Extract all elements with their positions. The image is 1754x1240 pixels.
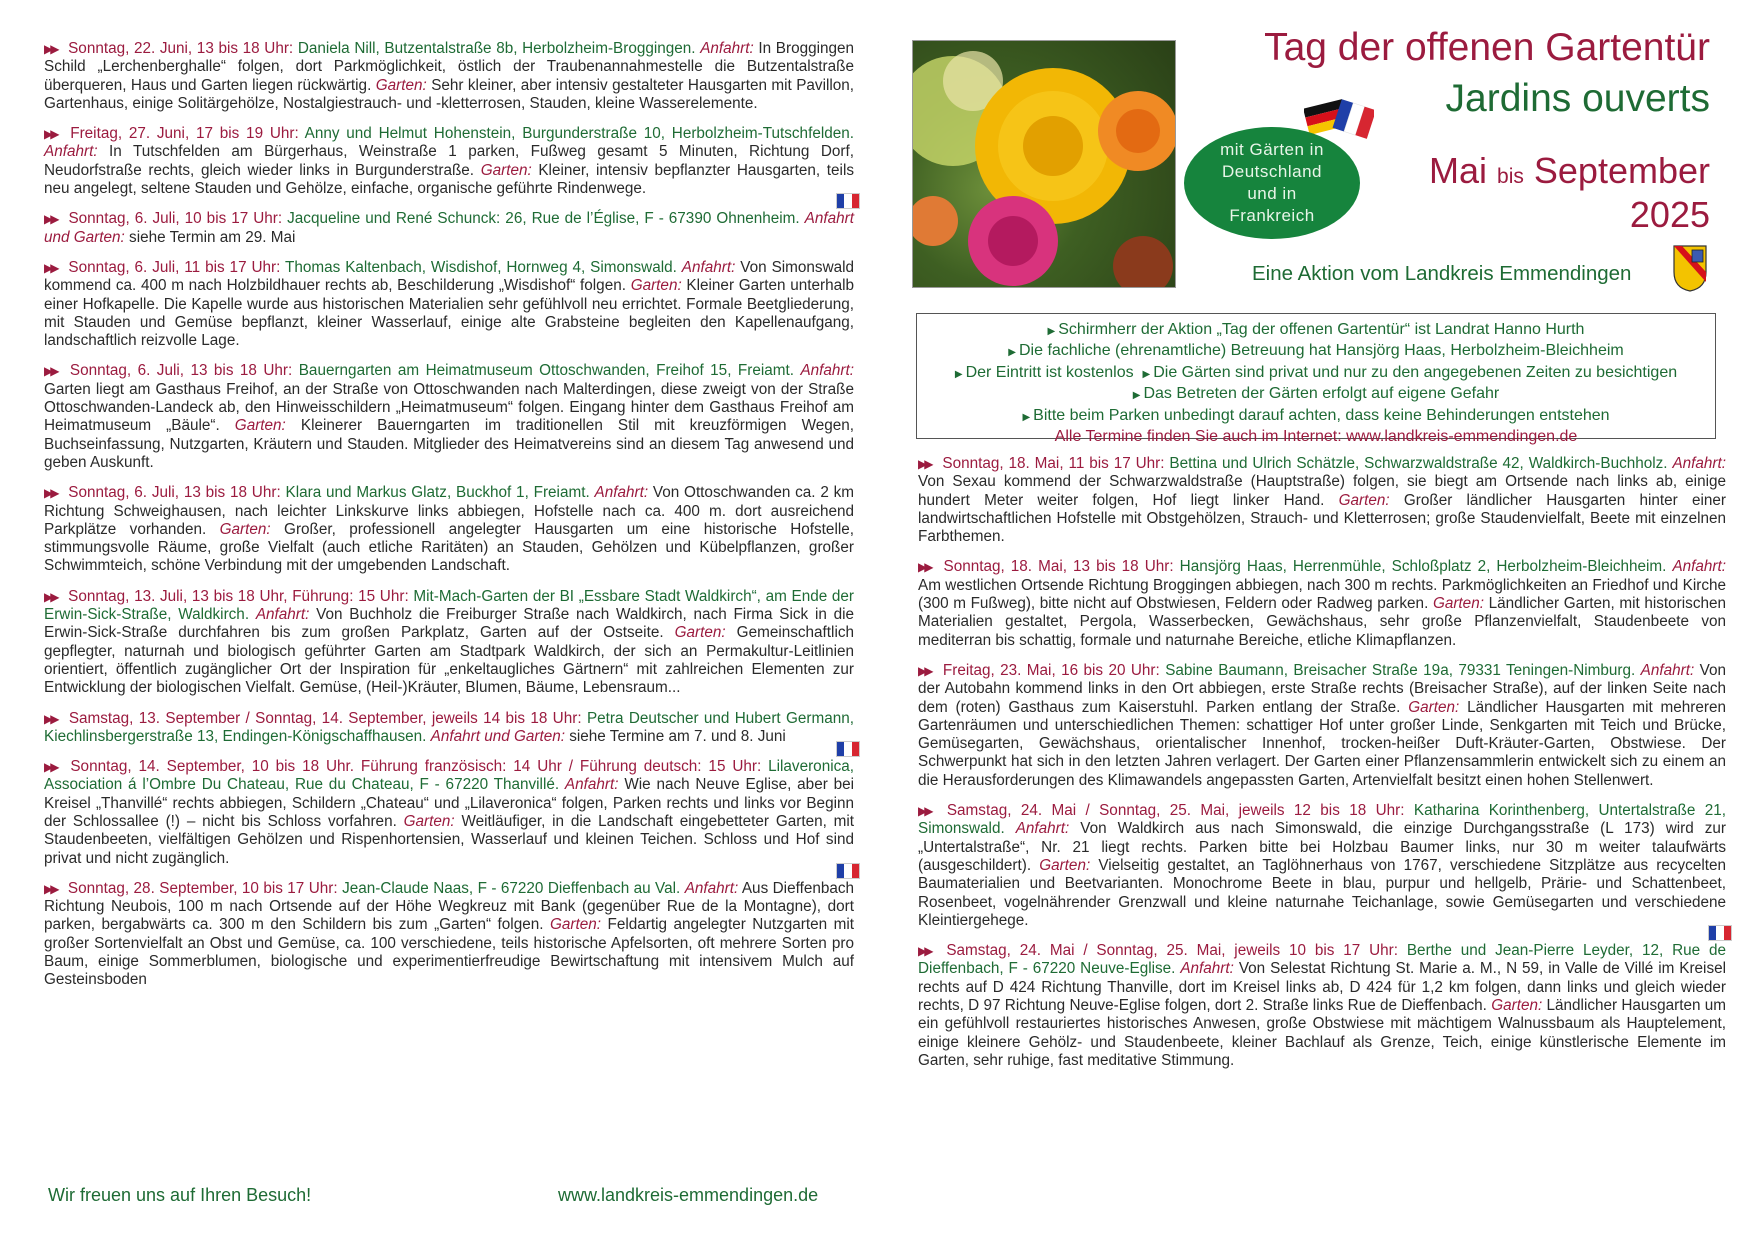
entry-label-anfahrt: Anfahrt und Garten: <box>44 210 854 246</box>
entry-anfahrt-text: Am westlichen Ortsende Richtung Broggingen abbiegen, nach 300 m rechts. Parkmöglichkeiten an Friedhof und Kirche (300 m Fußweg), bitte nicht auf Obstwiesen, Feldern oder Radweg parken. <box>918 576 1726 613</box>
entry-garten-text: Großer ländlicher Hausgarten hinter einer landwirtschaftlichen Hofstelle mit Obstgehölzen, Strauch- und Kletterrosen; große Staudenvielfalt, Beete mit einzelnen Farbthemen. <box>918 491 1726 546</box>
garden-entry <box>44 484 854 575</box>
entry-garten-text: Kleiner, intensiv bepflanzter Hausgarten, teils neu angelegt, seltene Stauden und Gehölze, einfache, organische geführte Rindenwege. <box>44 161 855 198</box>
triangle-icon: ▶ <box>1008 347 1016 359</box>
left-column <box>44 40 854 1002</box>
entry-label-anfahrt: Anfahrt: <box>1015 820 1070 838</box>
entry-anfahrt-text: Von Selestat Richtung St. Marie a. M., N 59, in Valle de Villé im Kreisel rechts auf D 424 Richtung Thanville, dort im Kreisel links ab, D 424 für 1,2 km folgen, dann links und gleich wieder rechts, D 97 Richtung Neuve-Eglise folgen, dort 2. Straße links Rue de Dieffenbach. <box>918 960 1727 1015</box>
garden-entry <box>44 588 854 698</box>
arrow-icon: ▶▶ <box>44 364 57 379</box>
entry-anfahrt-text: In Tutschfelden am Bürgerhaus, Weinstraße 1 parken, Fußweg gesamt 5 Minuten, Richtung Dorf, Neudorfstraße rechts, gleich wieder links in Burgunderstraße. <box>44 143 855 179</box>
arrow-icon: ▶▶ <box>918 804 931 819</box>
badge-line: Frankreich <box>1229 206 1315 225</box>
triangle-icon: ▶ <box>954 368 963 380</box>
garden-entry <box>44 880 854 990</box>
info-box <box>916 313 1716 446</box>
entry-anfahrt-text: siehe Termin am 29. Mai <box>129 228 296 246</box>
french-flag-icon <box>836 863 860 879</box>
entry-host: Bauerngarten am Heimatmuseum Ottoschwanden, Freihof 15, Freiamt. <box>298 362 794 380</box>
right-column <box>918 455 1726 1082</box>
entry-label-garten: Garten: <box>234 417 286 435</box>
countries-badge <box>1184 127 1360 239</box>
entry-label-garten: Garten: <box>1039 856 1091 874</box>
flower-photo <box>912 40 1176 288</box>
entry-date: Sonntag, 18. Mai, 13 bis 18 Uhr: <box>943 558 1174 576</box>
garden-entry <box>44 210 854 247</box>
month-bis: bis <box>1497 165 1524 188</box>
garden-entry <box>918 662 1726 790</box>
season-dates <box>1380 150 1710 192</box>
entry-date: Freitag, 27. Juni, 17 bis 19 Uhr: <box>70 125 299 143</box>
entry-label-anfahrt: Anfahrt und Garten: <box>430 727 565 745</box>
arrow-icon: ▶▶ <box>918 560 931 575</box>
entry-date: Sonntag, 18. Mai, 11 bis 17 Uhr: <box>942 455 1165 472</box>
entry-garten-text: Kleiner Garten unterhalb einer Hofkapelle. Die Kapelle wurde aus historischen Materialien sehr gefühlvoll neu errichtet. Formale Beetgliederung, mit Stauden und Gemüse bepflanzt, kleiner Wasserlauf, einige alte Grabsteine begleiten den Kapellenaufgang, landschaftlich reizvolle Lage. <box>44 277 855 350</box>
entry-date: Sonntag, 28. September, 10 bis 17 Uhr: <box>67 879 338 897</box>
entry-host: Berthe und Jean-Pierre Leyder, 12, Rue de Dieffenbach, F - 67220 Neuve-Eglise. <box>918 942 1727 978</box>
entry-host: Mit-Mach-Garten der BI „Essbare Stadt Waldkirch“, am Ende der Erwin-Sick-Straße, Waldkirch. <box>44 587 855 624</box>
garden-entry <box>918 802 1726 930</box>
entry-anfahrt-text: siehe Termine am 7. und 8. Juni <box>569 727 786 745</box>
arrow-icon: ▶▶ <box>44 711 57 726</box>
entry-host: Thomas Kaltenbach, Wisdishof, Hornweg 4, Simonswald. <box>285 258 677 276</box>
entry-date: Sonntag, 6. Juli, 13 bis 18 Uhr: <box>68 484 281 502</box>
entry-label-anfahrt: Anfahrt: <box>44 143 98 161</box>
entry-date: Sonntag, 6. Juli, 10 bis 17 Uhr: <box>68 210 283 228</box>
month-to: September <box>1533 150 1710 191</box>
entry-label-garten: Garten: <box>1338 491 1390 509</box>
entry-anfahrt-text: Aus Dieffenbach Richtung Neubois, 100 m nach Ortsende auf der Höhe Wegkreuz mit Bank (gegenüber Rue de la Montagne), dort parken, bergabwärts ca. 300 m den Schildern bis zum „Garten“ folgen. <box>44 879 855 934</box>
french-flag-icon <box>1708 925 1732 941</box>
entry-anfahrt-text: In Broggingen Schild „Lerchenberghalle“ folgen, dort Parkmöglichkeit, östlich der Traubenannahmestelle die Butzentalstraße überqueren, Haus und Garten liegen rückwärtig. <box>44 40 855 94</box>
entry-label-garten: Garten: <box>375 76 427 94</box>
arrow-icon: ▶▶ <box>918 944 931 959</box>
entry-garten-text: Großer, professionell angelegter Hausgarten um eine historische Hofstelle, stimmungsvolle Räume, große Vielfalt (auch etliche Raritäten) an Stauden, Gehölzen und Kübelpflanzen, großer Schwimmteich, schöne Verbindung mit der umgebenden Landschaft. <box>44 520 854 575</box>
garden-entry <box>44 758 854 868</box>
entry-anfahrt-text: Garten liegt am Gasthaus Freihof, an der Straße von Ottoschwanden nach Malterdingen, diese zweigt von der Straße Ottoschwanden-Landeck ab, den Hinweisschildern „Heimatmuseum“ folgen. Eingang hinter dem Gasthaus Freihof am Heimatmuseum „Bäule“. <box>44 380 854 435</box>
month-from: Mai <box>1428 150 1487 191</box>
entry-label-garten: Garten: <box>1408 698 1460 716</box>
title-german: Tag der offenen Gartentür <box>1264 26 1710 69</box>
entry-label-garten: Garten: <box>630 277 682 295</box>
entry-anfahrt-text: Von Ottoschwanden ca. 2 km Richtung Schweighausen, nach leichter Linkskurve links abbiegen, Hofstelle nach ca. 400 m. dort ausreichend Parkplätze vorhanden. <box>44 484 855 538</box>
entry-garten-text: Ländlicher Hausgarten um ein gefühlvoll restauriertes historisches Anwesen, große Obstwiese mit mächtigem Walnussbaum als Hauptelement, einige kleinere Gehölz- und Staudenbeete, kleiner Bachlauf als Grenze, Teich, einige künstlerische Elemente im Garten, sehr ruhige, fast meditative Stimmung. <box>918 997 1726 1069</box>
entry-anfahrt-text: Von Simonswald kommend ca. 400 m nach Holzbildhauer rechts ab, Beschilderung „Wisdishof“ folgen. <box>44 258 855 295</box>
entry-label-garten: Garten: <box>219 520 271 538</box>
garden-entry <box>44 362 854 472</box>
badge-line: mit Gärten in <box>1220 140 1324 159</box>
footer-greeting: Wir freuen uns auf Ihren Besuch! <box>48 1185 312 1205</box>
garden-entry <box>44 40 854 113</box>
arrow-icon: ▶▶ <box>918 457 931 471</box>
entry-garten-text: Gemeinschaftlich gepflegter, naturnah und biologisch geführter Garten am Stadtpark Waldkirch, der sich an Permakultur-Leitlinien orientiert, öffentlich zugänglicher Ort der Inspiration für „enkeltaugliches Gärtnern“ mit zahlreichen Elementen zur Entwicklung der biologischen Vielfalt. Gemüse, (Heil-)Kräuter, Blumen, Bäume, Lebensraum... <box>44 624 854 697</box>
garden-entry <box>918 558 1726 649</box>
entry-garten-text: Ländlicher Garten, mit historischen Materialien gestaltet, Pergola, Wasserbecken, Gewächshaus, sehr große Pflanzenvielfalt, Staudenbeete von mediterran bis schattig, formale und naturnahe Bereiche, etliche Klimapflanzen. <box>918 595 1726 649</box>
info-line: ▶ Bitte beim Parken unbedingt darauf achten, dass keine Behinderungen entstehen <box>1022 406 1610 424</box>
badge-line: und in <box>1247 184 1297 203</box>
garden-entry <box>44 125 854 198</box>
entry-host: Anny und Helmut Hohenstein, Burgunderstraße 10, Herbolzheim-Tutschfelden. <box>304 125 854 143</box>
entry-label-anfahrt: Anfahrt: <box>681 258 736 276</box>
entry-garten-text: Ländlicher Hausgarten mit mehreren Gartenräumen und unterschiedlichen Themen: schattiger Hof unter großer Linde, Senkgarten mit Teich und Brücke, Gemüsegarten, Gewächshaus, orientalischer Innenhof, trocken-heißer Duft-Kräuter-Garten, Obstwiese. Der Schwerpunkt hat sich in den letzten Jahren verlagert. Der Garten einer Pflanzensammlerin entwickelt sich zu einem an die Herausforderungen des Klimawandels angepassten Garten, Artenvielfalt besitzt einen hohen Stellenwert. <box>918 698 1727 789</box>
french-flag-icon <box>836 193 860 209</box>
info-line: ▶ Der Eintritt ist kostenlos ▶ Die Gärten sind privat und nur zu den angegebenen Zeiten zu besichtigen <box>954 363 1678 381</box>
entry-date: Sonntag, 6. Juli, 11 bis 17 Uhr: <box>68 258 281 276</box>
entry-garten-text: Sehr kleiner, aber intensiv gestalteter Hausgarten mit Pavillon, Gartenhaus, einige Solitärgehölze, Nostalgiestrauch- und -kletterrosen, Stauden, kleine Wasserelemente. <box>44 76 855 112</box>
arrow-icon: ▶▶ <box>44 486 57 501</box>
entry-host: Hansjörg Haas, Herrenmühle, Schloßplatz 2, Herbolzheim-Bleichheim. <box>1179 558 1667 576</box>
entry-date: Samstag, 24. Mai / Sonntag, 25. Mai, jeweils 12 bis 18 Uhr: <box>946 802 1405 820</box>
entry-date: Sonntag, 6. Juli, 13 bis 18 Uhr: <box>69 362 293 380</box>
entry-label-anfahrt: Anfahrt: <box>255 606 310 624</box>
entry-label-anfahrt: Anfahrt: <box>594 484 649 502</box>
info-line: ▶ Die fachliche (ehrenamtliche) Betreuung hat Hansjörg Haas, Herbolzheim-Bleichheim <box>1008 342 1624 360</box>
coat-of-arms-icon <box>1672 244 1708 292</box>
triangle-icon: ▶ <box>1047 326 1056 337</box>
badge-line: Deutschland <box>1221 162 1322 181</box>
entry-host: Sabine Baumann, Breisacher Straße 19a, 79331 Teningen-Nimburg. <box>1165 661 1636 679</box>
entry-garten-text: Vielseitig gestaltet, an Taglöhnerhaus von 1767, verschiedene Sitzplätze aus recycelten Baumaterialien und Beetvarianten. Monochrome Beete in blau, purpur und hellgelb, Prärie- und Schattenbeet, Rosenbeet, vogelnährender Grenzwall und kleine naturnahe Teichanlage, sowie Gemüsegarten und verschiedene Kleintiergehege. <box>918 856 1727 929</box>
entry-anfahrt-text: Wie nach Neuve Eglise, aber bei Kreisel „Thanvillé“ rechts abbiegen, Schildern „Chateau“ und „Lilaveronica“ folgen, Parken rechts und links vor Beginn der Schlossallee (!) – nicht bis Schloss vorfahren. <box>44 776 855 830</box>
garden-entry <box>44 259 854 350</box>
entry-date: Sonntag, 22. Juni, 13 bis 18 Uhr: <box>68 40 294 57</box>
arrow-icon: ▶▶ <box>44 212 57 227</box>
info-line: ▶ Schirmherr der Aktion „Tag der offenen Gartentür“ ist Landrat Hanno Hurth <box>1047 321 1585 338</box>
entry-garten-text: Weitläufiger, in die Landschaft eingebetteter Garten, mit Staudenbeeten, vielfältigen Gehölzen und Rispenhortensien, Wasserlauf und kleinen Teichen. Schloss und Hof sind privat und nicht zugänglich. <box>44 812 855 867</box>
entry-date: Sonntag, 13. Juli, 13 bis 18 Uhr, Führung: 15 Uhr: <box>68 587 409 605</box>
arrow-icon: ▶▶ <box>44 881 57 896</box>
entry-label-anfahrt: Anfahrt: <box>1672 455 1727 472</box>
entry-label-anfahrt: Anfahrt: <box>1640 661 1695 679</box>
entry-host: Petra Deutscher und Hubert Germann, Kiechlinsbergerstraße 13, Endingen-Königschaffhausen. <box>44 709 855 745</box>
entry-label-garten: Garten: <box>480 161 532 179</box>
season-year: 2025 <box>1629 194 1710 235</box>
arrow-icon: ▶▶ <box>918 663 931 678</box>
entry-label-anfahrt: Anfahrt: <box>800 362 855 380</box>
triangle-icon: ▶ <box>1142 368 1151 380</box>
entry-label-garten: Garten: <box>1491 997 1543 1015</box>
entry-host: Klara und Markus Glatz, Buckhof 1, Freiamt. <box>285 484 590 502</box>
entry-label-anfahrt: Anfahrt: <box>684 879 739 897</box>
triangle-icon: ▶ <box>1022 411 1031 423</box>
action-line: Eine Aktion vom Landkreis Emmendingen <box>1252 262 1632 285</box>
info-line: ▶ Das Betreten der Gärten erfolgt auf eigene Gefahr <box>1132 385 1500 403</box>
garden-entry <box>918 455 1726 546</box>
entry-host: Lilaveronica, Association á l’Ombre Du Chateau, Rue du Chateau, F - 67220 Thanvillé. <box>44 758 855 794</box>
entry-host: Jacqueline und René Schunck: 26, Rue de l’Église, F - 67390 Ohnenheim. <box>287 210 800 228</box>
entry-date: Samstag, 24. Mai / Sonntag, 25. Mai, jeweils 10 bis 17 Uhr: <box>946 942 1399 960</box>
entry-anfahrt-text: Von Sexau kommend der Schwarzwaldstraße (Hauptstraße) folgen, sie biegt am Ortsende nach links ab, einige hundert Meter weiter folgen, Hof liegt linker Hand. <box>918 473 1726 509</box>
arrow-icon: ▶▶ <box>44 127 57 142</box>
entry-label-garten: Garten: <box>674 624 726 642</box>
french-flag-icon <box>836 741 860 757</box>
entry-anfahrt-text: Von Buchholz die Freiburger Straße nach Waldkirch, nach Firma Sick in die Erwin-Sick-Straße durchfahren bis zum großen Parkplatz, Garten auf der Ostseite. <box>44 606 855 642</box>
entry-date: Sonntag, 14. September, 10 bis 18 Uhr. Führung französisch: 14 Uhr / Führung deutsch: 15 Uhr: <box>70 758 762 776</box>
entry-host: Katharina Korinthenberg, Untertalstraße 21, Simonswald. <box>918 802 1726 838</box>
entry-label-anfahrt: Anfahrt: <box>700 40 754 57</box>
entry-date: Freitag, 23. Mai, 16 bis 20 Uhr: <box>942 661 1160 679</box>
footer-url[interactable]: www.landkreis-emmendingen.de <box>558 1185 819 1205</box>
entry-label-anfahrt: Anfahrt: <box>1672 558 1727 576</box>
triangle-icon: ▶ <box>1132 390 1141 402</box>
arrow-icon: ▶▶ <box>44 589 57 604</box>
arrow-icon: ▶▶ <box>44 260 57 275</box>
garden-entry <box>44 710 854 747</box>
entry-garten-text: Feldartig angelegter Nutzgarten mit großer Sortenvielfalt an Obst und Gemüse, ca. 100 verschiedene, teils historische Apfelsorten, oft mehrere Sorten pro Baum, einige Sommerblumen, biologische und experimentierfreudige Bewirtschaftung mit intensivem Mulch auf Gesteinsboden <box>44 916 855 989</box>
entry-anfahrt-text: Von der Autobahn kommend links in den Ort abbiegen, erste Straße rechts (Breisacher Straße), auf der linken Seite nach dem (roten) Gasthaus zum Kaiserstuhl. Parken entlang der Straße. <box>918 661 1727 716</box>
entry-label-garten: Garten: <box>403 812 455 830</box>
entry-label-anfahrt: Anfahrt: <box>564 776 619 794</box>
entry-label-garten: Garten: <box>1432 595 1484 613</box>
arrow-icon: ▶▶ <box>44 760 57 775</box>
title-french: Jardins ouverts <box>1445 77 1710 120</box>
entry-host: Daniela Nill, Butzentalstraße 8b, Herbolzheim-Broggingen. <box>297 40 696 57</box>
entry-label-anfahrt: Anfahrt: <box>1180 960 1234 978</box>
info-internet-line: Alle Termine finden Sie auch im Internet: www.landkreis-emmendingen.de <box>1054 428 1578 446</box>
entry-label-garten: Garten: <box>549 916 601 934</box>
entry-anfahrt-text: Von Waldkirch aus nach Simonswald, die einzige Durchgangsstraße (L 173) wird zur „Untertalstraße“, Nr. 21 liegt rechts. Parken bitte bei Holzbau Baumer links, nur 30 m weiter talaufwärts (ausgeschildert). <box>918 820 1726 874</box>
arrow-icon: ▶▶ <box>44 42 57 56</box>
entry-host: Bettina und Ulrich Schätzle, Schwarzwaldstraße 42, Waldkirch-Buchholz. <box>1169 455 1668 472</box>
garden-entry <box>918 942 1726 1070</box>
entry-host: Jean-Claude Naas, F - 67220 Dieffenbach au Val. <box>342 879 681 897</box>
entry-garten-text: Kleinerer Bauerngarten im traditionellen Stil mit kreuzförmigen Wegen, Buchseinfassung, Nutzgarten, Kräutern und Stauden. Mitglieder des Heimatvereins sind an diesem Tag anwesend und geben Auskunft. <box>44 417 855 471</box>
entry-date: Samstag, 13. September / Sonntag, 14. September, jeweils 14 bis 18 Uhr: <box>68 709 582 727</box>
